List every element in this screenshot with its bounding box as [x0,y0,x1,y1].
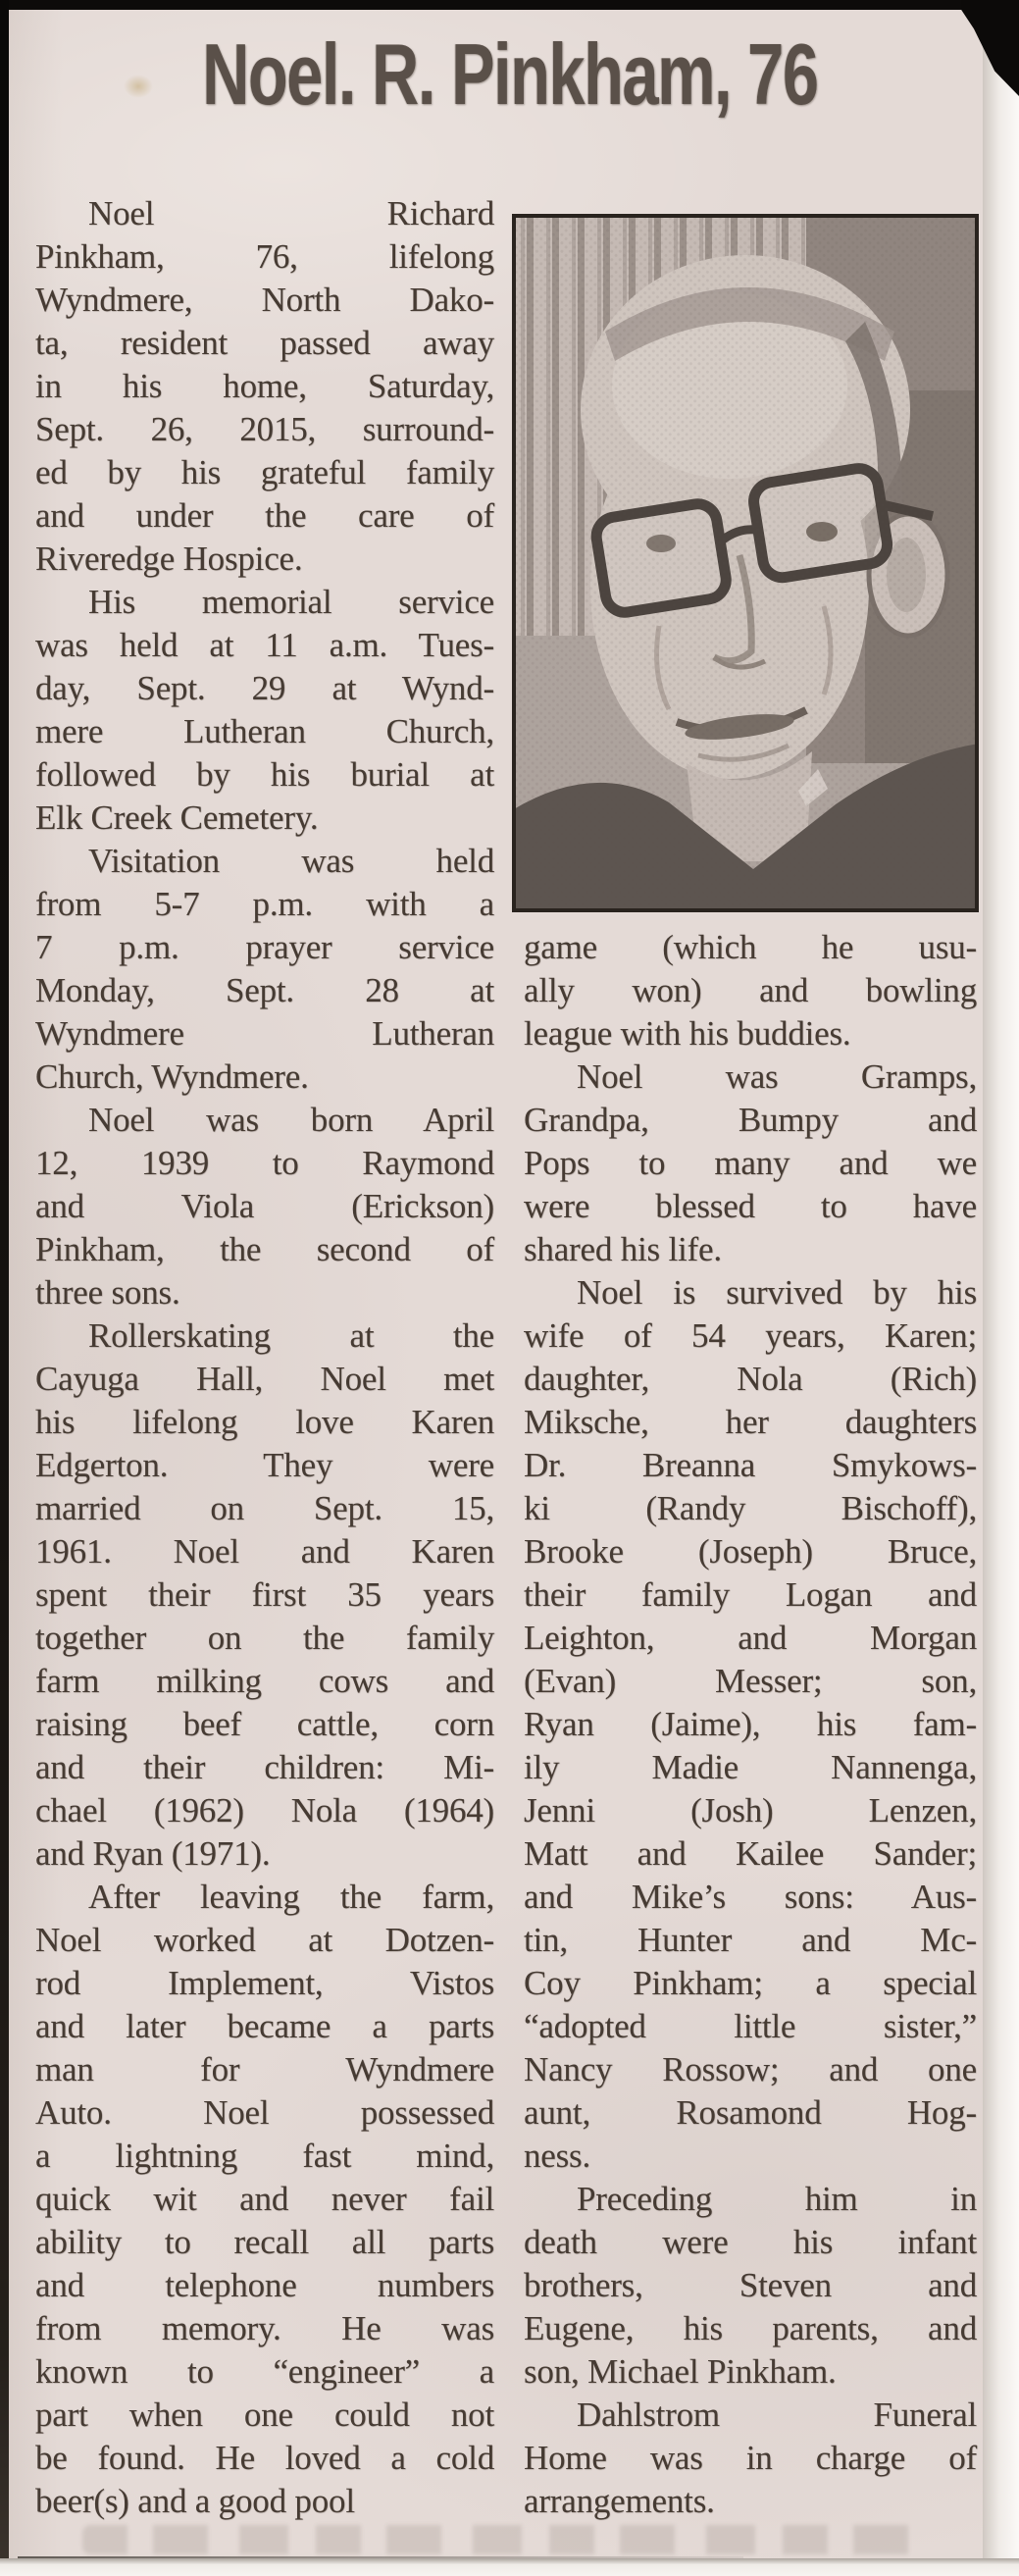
obituary-column-left [35,192,494,2523]
text-line: Church, Wyndmere. [35,1057,309,1096]
text-line: Noel was Gramps, [577,1057,977,1096]
text-line: were blessed to have [524,1187,977,1225]
text-line: “adopted little sister,” [524,2007,977,2045]
text-line: Dahlstrom Funeral [577,2396,977,2434]
text-line: and later became a parts [35,2007,494,2045]
text-line: Home was in charge of [524,2439,977,2477]
text-line: his lifelong love Karen [35,1403,494,1441]
text-line: spent their first 35 years [35,1575,494,1614]
text-line: Miksche, her daughters [524,1403,977,1441]
text-line: ily Madie Nannenga, [524,1748,977,1786]
text-line: ki (Randy Bischoff), [524,1489,977,1527]
text-line: game (which he usu- [524,928,977,966]
text-line: Coy Pinkham; a special [524,1964,977,2002]
text-line: man for Wyndmere [35,2050,494,2088]
headline-text: Noel. R. Pinkham, 76 [201,26,818,123]
paragraph [35,1099,494,1314]
text-line: Nancy Rossow; and one [524,2050,977,2088]
text-line: Edgerton. They were [35,1446,494,1484]
text-line: beer(s) and a good pool [35,2482,355,2520]
text-line: brothers, Steven and [524,2266,977,2304]
text-line: quick wit and never fail [35,2180,494,2218]
paragraph [524,1271,977,2178]
text-line: mere Lutheran Church, [35,712,494,750]
text-line: 7 p.m. prayer service [35,928,494,966]
ink-bleed-smudge [82,2525,916,2554]
text-line: Pops to many and we [524,1144,977,1182]
text-line: and Viola (Erickson) [35,1187,494,1225]
text-line: His memorial service [88,583,494,621]
text-line: Pinkham, the second of [35,1230,494,1268]
text-line: aunt, Rosamond Hog- [524,2093,977,2132]
text-line: arrangements. [524,2482,715,2520]
paragraph [524,926,977,1056]
text-line: part when one could not [35,2396,494,2434]
text-line: Elk Creek Cemetery. [35,799,319,837]
text-line: Pinkham, 76, lifelong [35,237,494,276]
text-line: league with his buddies. [524,1014,851,1053]
text-line: was held at 11 a.m. Tues- [35,626,494,664]
text-line: Cayuga Hall, Noel met [35,1360,494,1398]
text-line: 1961. Noel and Karen [35,1532,494,1571]
text-line: tin, Hunter and Mc- [524,1921,977,1959]
text-line: raising beef cattle, corn [35,1705,494,1743]
text-line: Ryan (Jaime), his fam- [524,1705,977,1743]
text-line: Monday, Sept. 28 at [35,971,494,1009]
paragraph [35,1876,494,2523]
bottom-crease-line [18,2556,743,2558]
text-line: Noel Richard [88,194,494,232]
text-line: three sons. [35,1273,180,1312]
text-line: Sept. 26, 2015, surround- [35,410,494,448]
text-line: and under the care of [35,496,494,535]
paragraph [35,840,494,1099]
text-line: Grandpa, Bumpy and [524,1101,977,1139]
text-line: ally won) and bowling [524,971,977,1009]
text-line: Wyndmere Lutheran [35,1014,494,1053]
text-line: ta, resident passed away [35,324,494,362]
text-line: their family Logan and [524,1575,977,1614]
text-line: 12, 1939 to Raymond [35,1144,494,1182]
text-line: and Mike’s sons: Aus- [524,1878,977,1916]
text-line: a lightning fast mind, [35,2137,494,2175]
scan-edge-left [0,0,9,2558]
text-line: shared his life. [524,1230,722,1268]
obituary-column-right [524,926,977,2523]
text-line: daughter, Nola (Rich) [524,1360,977,1398]
text-line: farm milking cows and [35,1662,494,1700]
paragraph [35,192,494,581]
text-line: Preceding him in [577,2180,977,2218]
text-line: married on Sept. 15, [35,1489,494,1527]
obituary-photo [512,214,979,912]
portrait-illustration [512,214,979,912]
text-line: together on the family [35,1619,494,1657]
text-line: known to “engineer” a [35,2352,494,2391]
text-line: from memory. He was [35,2309,494,2347]
text-line: Matt and Kailee Sander; [524,1834,977,1873]
text-line: in his home, Saturday, [35,367,494,405]
text-line: After leaving the farm, [88,1878,494,1916]
paragraph [524,2394,977,2523]
text-line: Visitation was held [88,842,494,880]
text-line: Auto. Noel possessed [35,2093,494,2132]
text-line: from 5-7 p.m. with a [35,885,494,923]
text-line: ness. [524,2137,591,2175]
text-line: death were his infant [524,2223,977,2261]
text-line: Dr. Breanna Smykows- [524,1446,977,1484]
paragraph [35,581,494,840]
text-line: and their children: Mi- [35,1748,494,1786]
text-line: Leighton, and Morgan [524,1619,977,1657]
text-line: Noel was born April [88,1101,494,1139]
text-line: and Ryan (1971). [35,1834,271,1873]
text-line: Eugene, his parents, and [524,2309,977,2347]
text-line: Riveredge Hospice. [35,540,303,578]
text-line: and telephone numbers [35,2266,494,2304]
text-line: wife of 54 years, Karen; [524,1316,977,1355]
text-line: Rollerskating at the [88,1316,494,1355]
paragraph [35,1314,494,1876]
text-line: be found. He loved a cold [35,2439,494,2477]
text-line: Brooke (Joseph) Bruce, [524,1532,977,1571]
text-line: followed by his burial at [35,755,494,794]
text-line: ability to recall all parts [35,2223,494,2261]
paragraph [524,2178,977,2394]
text-line: rod Implement, Vistos [35,1964,494,2002]
scan-edge-top [0,0,1019,10]
paragraph [524,1056,977,1271]
text-line: ed by his grateful family [35,453,494,491]
text-line: Noel worked at Dotzen- [35,1921,494,1959]
text-line: (Evan) Messer; son, [524,1662,977,1700]
text-line: son, Michael Pinkham. [524,2352,837,2391]
text-line: Jenni (Josh) Lenzen, [524,1791,977,1829]
scanner-bed-strip [983,0,1019,2576]
text-line: chael (1962) Nola (1964) [35,1791,494,1829]
text-line: day, Sept. 29 at Wynd- [35,669,494,707]
paper-stain [124,75,153,98]
text-line: Noel is survived by his [577,1273,977,1312]
scan-edge-bottom [0,2558,1019,2576]
text-line: Wyndmere, North Dako- [35,281,494,319]
